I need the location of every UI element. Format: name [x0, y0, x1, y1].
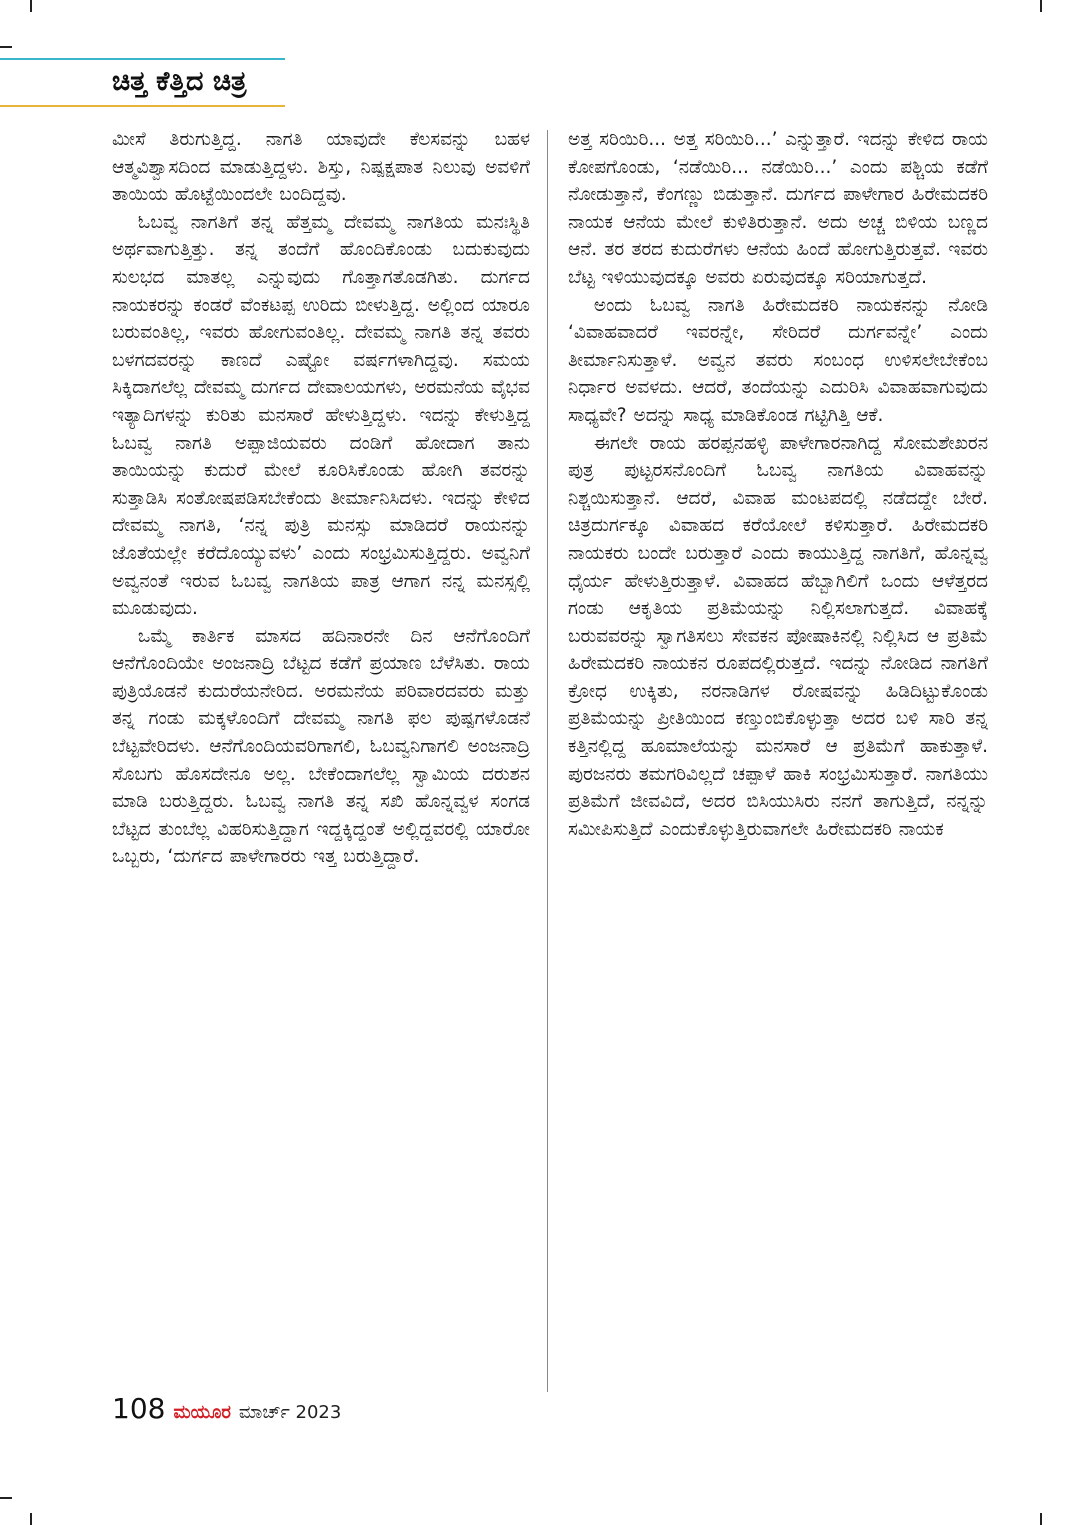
- magazine-logo: ಮಯೂರ: [173, 1402, 231, 1423]
- page-number: 108: [112, 1392, 166, 1425]
- crop-mark: [1040, 1513, 1042, 1525]
- article-paragraph: ಅಂದು ಓಬವ್ವ ನಾಗತಿ ಹಿರೇಮದಕರಿ ನಾಯಕನನ್ನು ನೋಡಿ ‘ವಿವಾಹವಾದರೆ ಇವರನ್ನೇ, ಸೇರಿದರೆ ದುರ್ಗವನ್ನೇ’ ಎಂದು ತೀರ್ಮಾನಿಸುತ್ತಾಳೆ. ಅವ್ವನ ತವರು ಸಂಬಂಧ ಉಳಿಸಲೇಬೇಕೆಂಬ ನಿರ್ಧಾರ ಅವಳದು. ಆದರೆ, ತಂದೆಯನ್ನು ಎದುರಿಸಿ ವಿವಾಹವಾಗುವುದು ಸಾಧ್ಯವೇ? ಅದನ್ನು ಸಾಧ್ಯ ಮಾಡಿಕೊಂಡ ಗಟ್ಟಿಗಿತ್ತಿ ಆಕೆ.: [568, 294, 988, 426]
- article-column-left: [112, 126, 530, 1396]
- column-divider: [547, 130, 548, 1392]
- article-paragraph: ಅತ್ತ ಸರಿಯಿರಿ... ಅತ್ತ ಸರಿಯಿರಿ...’ ಎನ್ನುತ್ತಾರೆ. ಇದನ್ನು ಕೇಳಿದ ರಾಯ ಕೋಪಗೊಂಡು, ‘ನಡೆಯಿರಿ... ನಡೆಯಿರಿ...’ ಎಂದು ಪಶ್ಚಿಯ ಕಡೆಗೆ ನೋಡುತ್ತಾನೆ, ಕೆಂಗಣ್ಣು ಬಿಡುತ್ತಾನೆ. ದುರ್ಗದ ಪಾಳೇಗಾರ ಹಿರೇಮದಕರಿ ನಾಯಕ ಆನೆಯ ಮೇಲೆ ಕುಳಿತಿರುತ್ತಾನೆ. ಅದು ಅಚ್ಚ ಬಿಳಿಯ ಬಣ್ಣದ ಆನೆ. ತರ ತರದ ಕುದುರೆಗಳು ಆನೆಯ ಹಿಂದೆ ಹೋಗುತ್ತಿರುತ್ತವೆ. ಇವರು ಬೆಟ್ಟ ಇಳಿಯುವುದಕ್ಕೂ ಅವರು ಏರುವುದಕ್ಕೂ ಸರಿಯಾಗುತ್ತದೆ.: [568, 129, 988, 288]
- article-column-right: [568, 126, 988, 1396]
- crop-mark: [1040, 0, 1042, 12]
- issue-date: ಮಾರ್ಚ್ 2023: [238, 1402, 342, 1423]
- header-rule-bottom: [0, 105, 285, 107]
- article-paragraph: ಮೀಸೆ ತಿರುಗುತ್ತಿದ್ದ. ನಾಗತಿ ಯಾವುದೇ ಕೆಲಸವನ್ನು ಬಹಳ ಆತ್ಮವಿಶ್ವಾಸದಿಂದ ಮಾಡುತ್ತಿದ್ದಳು. ಶಿಸ್ತು, ನಿಷ್ಪಕ್ಷಪಾತ ನಿಲುವು ಅವಳಿಗೆ ತಾಯಿಯ ಹೊಟ್ಟೆಯಿಂದಲೇ ಬಂದಿದ್ದವು.: [112, 129, 530, 206]
- section-title: ಚಿತ್ತ ಕೆತ್ತಿದ ಚಿತ್ರ: [112, 66, 247, 97]
- article-paragraph: ಒಮ್ಮೆ ಕಾರ್ತಿಕ ಮಾಸದ ಹದಿನಾರನೇ ದಿನ ಆನೆಗೊಂದಿಗೆ ಆನೆಗೊಂದಿಯೇ ಅಂಜನಾದ್ರಿ ಬೆಟ್ಟದ ಕಡೆಗೆ ಪ್ರಯಾಣ ಬೆಳೆಸಿತು. ರಾಯ ಪುತ್ರಿಯೊಡನೆ ಕುದುರೆಯನೇರಿದ. ಅರಮನೆಯ ಪರಿವಾರದವರು ಮತ್ತು ತನ್ನ ಗಂಡು ಮಕ್ಕಳೊಂದಿಗೆ ದೇವಮ್ಮ ನಾಗತಿ ಫಲ ಪುಷ್ಪಗಳೊಡನೆ ಬೆಟ್ಟವೇರಿದಳು. ಆನೆಗೊಂದಿಯವರಿಗಾಗಲಿ, ಓಬವ್ವನಿಗಾಗಲಿ ಅಂಜನಾದ್ರಿ ಸೊಬಗು ಹೊಸದೇನೂ ಅಲ್ಲ. ಬೇಕೆಂದಾಗಲೆಲ್ಲ ಸ್ವಾಮಿಯ ದರುಶನ ಮಾಡಿ ಬರುತ್ತಿದ್ದರು. ಓಬವ್ವ ನಾಗತಿ ತನ್ನ ಸಖಿ ಹೊನ್ನವ್ವಳ ಸಂಗಡ ಬೆಟ್ಟದ ತುಂಬೆಲ್ಲ ವಿಹರಿಸುತ್ತಿದ್ದಾಗ ಇದ್ದಕ್ಕಿದ್ದಂತೆ ಅಲ್ಲಿದ್ದವರಲ್ಲಿ ಯಾರೋ ಒಬ್ಬರು, ‘ದುರ್ಗದ ಪಾಳೇಗಾರರು ಇತ್ತ ಬರುತ್ತಿದ್ದಾರೆ.: [112, 625, 530, 868]
- article-paragraph: ಈಗಲೇ ರಾಯ ಹರಪ್ಪನಹಳ್ಳಿ ಪಾಳೇಗಾರನಾಗಿದ್ದ ಸೋಮಶೇಖರನ ಪುತ್ರ ಪುಟ್ಟರಸನೊಂದಿಗೆ ಓಬವ್ವ ನಾಗತಿಯ ವಿವಾಹವನ್ನು ನಿಶ್ಚಯಿಸುತ್ತಾನೆ. ಆದರೆ, ವಿವಾಹ ಮಂಟಪದಲ್ಲಿ ನಡೆದದ್ದೇ ಬೇರೆ. ಚಿತ್ರದುರ್ಗಕ್ಕೂ ವಿವಾಹದ ಕರೆಯೋಲೆ ಕಳಿಸುತ್ತಾರೆ. ಹಿರೇಮದಕರಿ ನಾಯಕರು ಬಂದೇ ಬರುತ್ತಾರೆ ಎಂದು ಕಾಯುತ್ತಿದ್ದ ನಾಗತಿಗೆ, ಹೊನ್ನವ್ವ ಧೈರ್ಯ ಹೇಳುತ್ತಿರುತ್ತಾಳೆ. ವಿವಾಹದ ಹೆಬ್ಬಾಗಿಲಿಗೆ ಒಂದು ಆಳೆತ್ತರದ ಗಂಡು ಆಕೃತಿಯ ಪ್ರತಿಮೆಯನ್ನು ನಿಲ್ಲಿಸಲಾಗುತ್ತದೆ. ವಿವಾಹಕ್ಕೆ ಬರುವವರನ್ನು ಸ್ವಾಗತಿಸಲು ಸೇವಕನ ಪೋಷಾಕಿನಲ್ಲಿ ನಿಲ್ಲಿಸಿದ ಆ ಪ್ರತಿಮೆ ಹಿರೇಮದಕರಿ ನಾಯಕನ ರೂಪದಲ್ಲಿರುತ್ತದೆ. ಇದನ್ನು ನೋಡಿದ ನಾಗತಿಗೆ ಕ್ರೋಧ ಉಕ್ಕಿತು, ನರನಾಡಿಗಳ ರೋಷವನ್ನು ಹಿಡಿದಿಟ್ಟುಕೊಂಡು ಪ್ರತಿಮೆಯನ್ನು ಪ್ರೀತಿಯಿಂದ ಕಣ್ತುಂಬಿಕೊಳ್ಳುತ್ತಾ ಅದರ ಬಳಿ ಸಾರಿ ತನ್ನ ಕತ್ತಿನಲ್ಲಿದ್ದ ಹೂಮಾಲೆಯನ್ನು ಮನಸಾರೆ ಆ ಪ್ರತಿಮೆಗೆ ಹಾಕುತ್ತಾಳೆ. ಪುರಜನರು ತಮಗರಿವಿಲ್ಲದೆ ಚಪ್ಪಾಳೆ ಹಾಕಿ ಸಂಭ್ರಮಿಸುತ್ತಾರೆ. ನಾಗತಿಯು ಪ್ರತಿಮೆಗೆ ಜೀವವಿದೆ, ಅದರ ಬಿಸಿಯುಸಿರು ನನಗೆ ತಾಗುತ್ತಿದೆ, ನನ್ನನ್ನು ಸಮೀಪಿಸುತ್ತಿದೆ ಎಂದುಕೊಳ್ಳುತ್ತಿರುವಾಗಲೇ ಹಿರೇಮದಕರಿ ನಾಯಕ: [568, 432, 988, 840]
- crop-mark: [0, 1497, 12, 1499]
- page-footer: [112, 1392, 341, 1428]
- crop-mark: [30, 0, 32, 12]
- crop-mark: [0, 46, 12, 48]
- article-paragraph: ಓಬವ್ವ ನಾಗತಿಗೆ ತನ್ನ ಹೆತ್ತಮ್ಮ ದೇವಮ್ಮ ನಾಗತಿಯ ಮನಃಸ್ಥಿತಿ ಅರ್ಥವಾಗುತ್ತಿತ್ತು. ತನ್ನ ತಂದೆಗೆ ಹೊಂದಿಕೊಂಡು ಬದುಕುವುದು ಸುಲಭದ ಮಾತಲ್ಲ ಎನ್ನುವುದು ಗೊತ್ತಾಗತೊಡಗಿತು. ದುರ್ಗದ ನಾಯಕರನ್ನು ಕಂಡರೆ ವೆಂಕಟಪ್ಪ ಉರಿದು ಬೀಳುತ್ತಿದ್ದ. ಅಲ್ಲಿಂದ ಯಾರೂ ಬರುವಂತಿಲ್ಲ, ಇವರು ಹೋಗುವಂತಿಲ್ಲ. ದೇವಮ್ಮ ನಾಗತಿ ತನ್ನ ತವರು ಬಳಗದವರನ್ನು ಕಾಣದೆ ಎಷ್ಟೋ ವರ್ಷಗಳಾಗಿದ್ದವು. ಸಮಯ ಸಿಕ್ಕಿದಾಗಲೆಲ್ಲ ದೇವಮ್ಮ ದುರ್ಗದ ದೇವಾಲಯಗಳು, ಅರಮನೆಯ ವೈಭವ ಇತ್ಯಾದಿಗಳನ್ನು ಕುರಿತು ಮನಸಾರೆ ಹೇಳುತ್ತಿದ್ದಳು. ಇದನ್ನು ಕೇಳುತ್ತಿದ್ದ ಓಬವ್ವ ನಾಗತಿ ಅಪ್ಪಾಜಿಯವರು ದಂಡಿಗೆ ಹೋದಾಗ ತಾನು ತಾಯಿಯನ್ನು ಕುದುರೆ ಮೇಲೆ ಕೂರಿಸಿಕೊಂಡು ಹೋಗಿ ತವರನ್ನು ಸುತ್ತಾಡಿಸಿ ಸಂತೋಷಪಡಿಸಬೇಕೆಂದು ತೀರ್ಮಾನಿಸಿದಳು. ಇದನ್ನು ಕೇಳಿದ ದೇವಮ್ಮ ನಾಗತಿ, ‘ನನ್ನ ಪುತ್ರಿ ಮನಸ್ಸು ಮಾಡಿದರೆ ರಾಯನನ್ನು ಜೊತೆಯಲ್ಲೇ ಕರೆದೊಯ್ಯುವಳು’ ಎಂದು ಸಂಭ್ರಮಿಸುತ್ತಿದ್ದರು. ಅವ್ವನಿಗೆ ಅವ್ವನಂತೆ ಇರುವ ಓಬವ್ವ ನಾಗತಿಯ ಪಾತ್ರ ಆಗಾಗ ನನ್ನ ಮನಸ್ಸಲ್ಲಿ ಮೂಡುವುದು.: [112, 211, 530, 620]
- crop-mark: [30, 1513, 32, 1525]
